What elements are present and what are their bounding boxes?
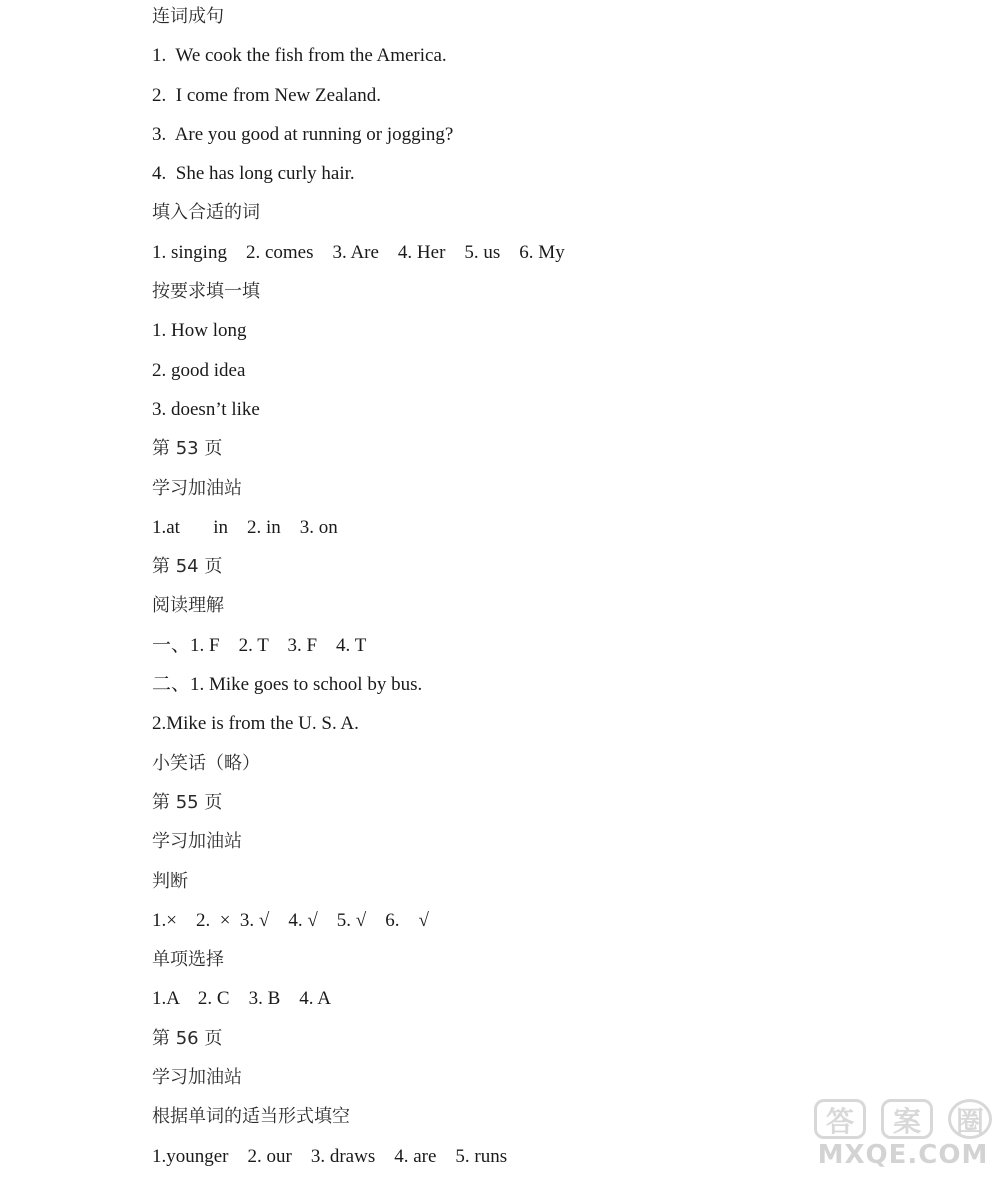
section-heading: 填入合适的词 bbox=[152, 202, 260, 224]
answer-line: 1.A 2. C 3. B 4. A bbox=[152, 988, 331, 1010]
section-heading: 单项选择 bbox=[152, 949, 224, 971]
answer-line: 2. I come from New Zealand. bbox=[152, 84, 381, 106]
section-heading: 判断 bbox=[152, 870, 188, 892]
answer-line: 3. Are you good at running or jogging? bbox=[152, 123, 454, 145]
answer-line: 1.at in 2. in 3. on bbox=[152, 516, 338, 538]
section-heading: 学习加油站 bbox=[152, 477, 242, 499]
section-heading: 根据单词的适当形式填空 bbox=[152, 1106, 350, 1128]
answer-line: 1.× 2. × 3. √ 4. √ 5. √ 6. √ bbox=[152, 909, 429, 931]
watermark-site-text: MXQE.COM bbox=[817, 1140, 989, 1170]
page-heading: 第 54 页 bbox=[152, 556, 223, 578]
answer-line: 1.younger 2. our 3. draws 4. are 5. runs bbox=[152, 1145, 508, 1167]
answer-line: 1. How long bbox=[152, 320, 247, 342]
answer-line: 2.Mike is from the U. S. A. bbox=[152, 713, 359, 735]
section-heading: 按要求填一填 bbox=[152, 281, 260, 303]
site-watermark bbox=[814, 1097, 992, 1169]
answer-line: 4. She has long curly hair. bbox=[152, 163, 355, 185]
watermark-char: 圈 bbox=[948, 1099, 992, 1139]
section-heading: 阅读理解 bbox=[152, 595, 224, 617]
page-heading: 第 55 页 bbox=[152, 791, 223, 813]
page-heading: 第 56 页 bbox=[152, 1027, 223, 1049]
section-heading: 学习加油站 bbox=[152, 831, 242, 853]
answer-line: 1. We cook the fish from the America. bbox=[152, 45, 447, 67]
watermark-char: 案 bbox=[881, 1099, 933, 1139]
page-heading: 第 53 页 bbox=[152, 438, 223, 460]
watermark-logo bbox=[814, 1097, 992, 1141]
answer-line: 一、1. F 2. T 3. F 4. T bbox=[152, 634, 367, 656]
section-heading: 小笑话（略） bbox=[152, 752, 260, 774]
answer-line: 二、1. Mike goes to school by bus. bbox=[152, 674, 423, 696]
answer-line: 2. good idea bbox=[152, 359, 246, 381]
section-heading: 学习加油站 bbox=[152, 1067, 242, 1089]
section-heading: 连词成句 bbox=[152, 6, 224, 27]
watermark-char: 答 bbox=[814, 1099, 866, 1139]
answer-line: 3. doesn’t like bbox=[152, 398, 260, 420]
answer-line: 1. singing 2. comes 3. Are 4. Her 5. us 6. My bbox=[152, 241, 565, 263]
answer-document bbox=[152, 3, 972, 1182]
